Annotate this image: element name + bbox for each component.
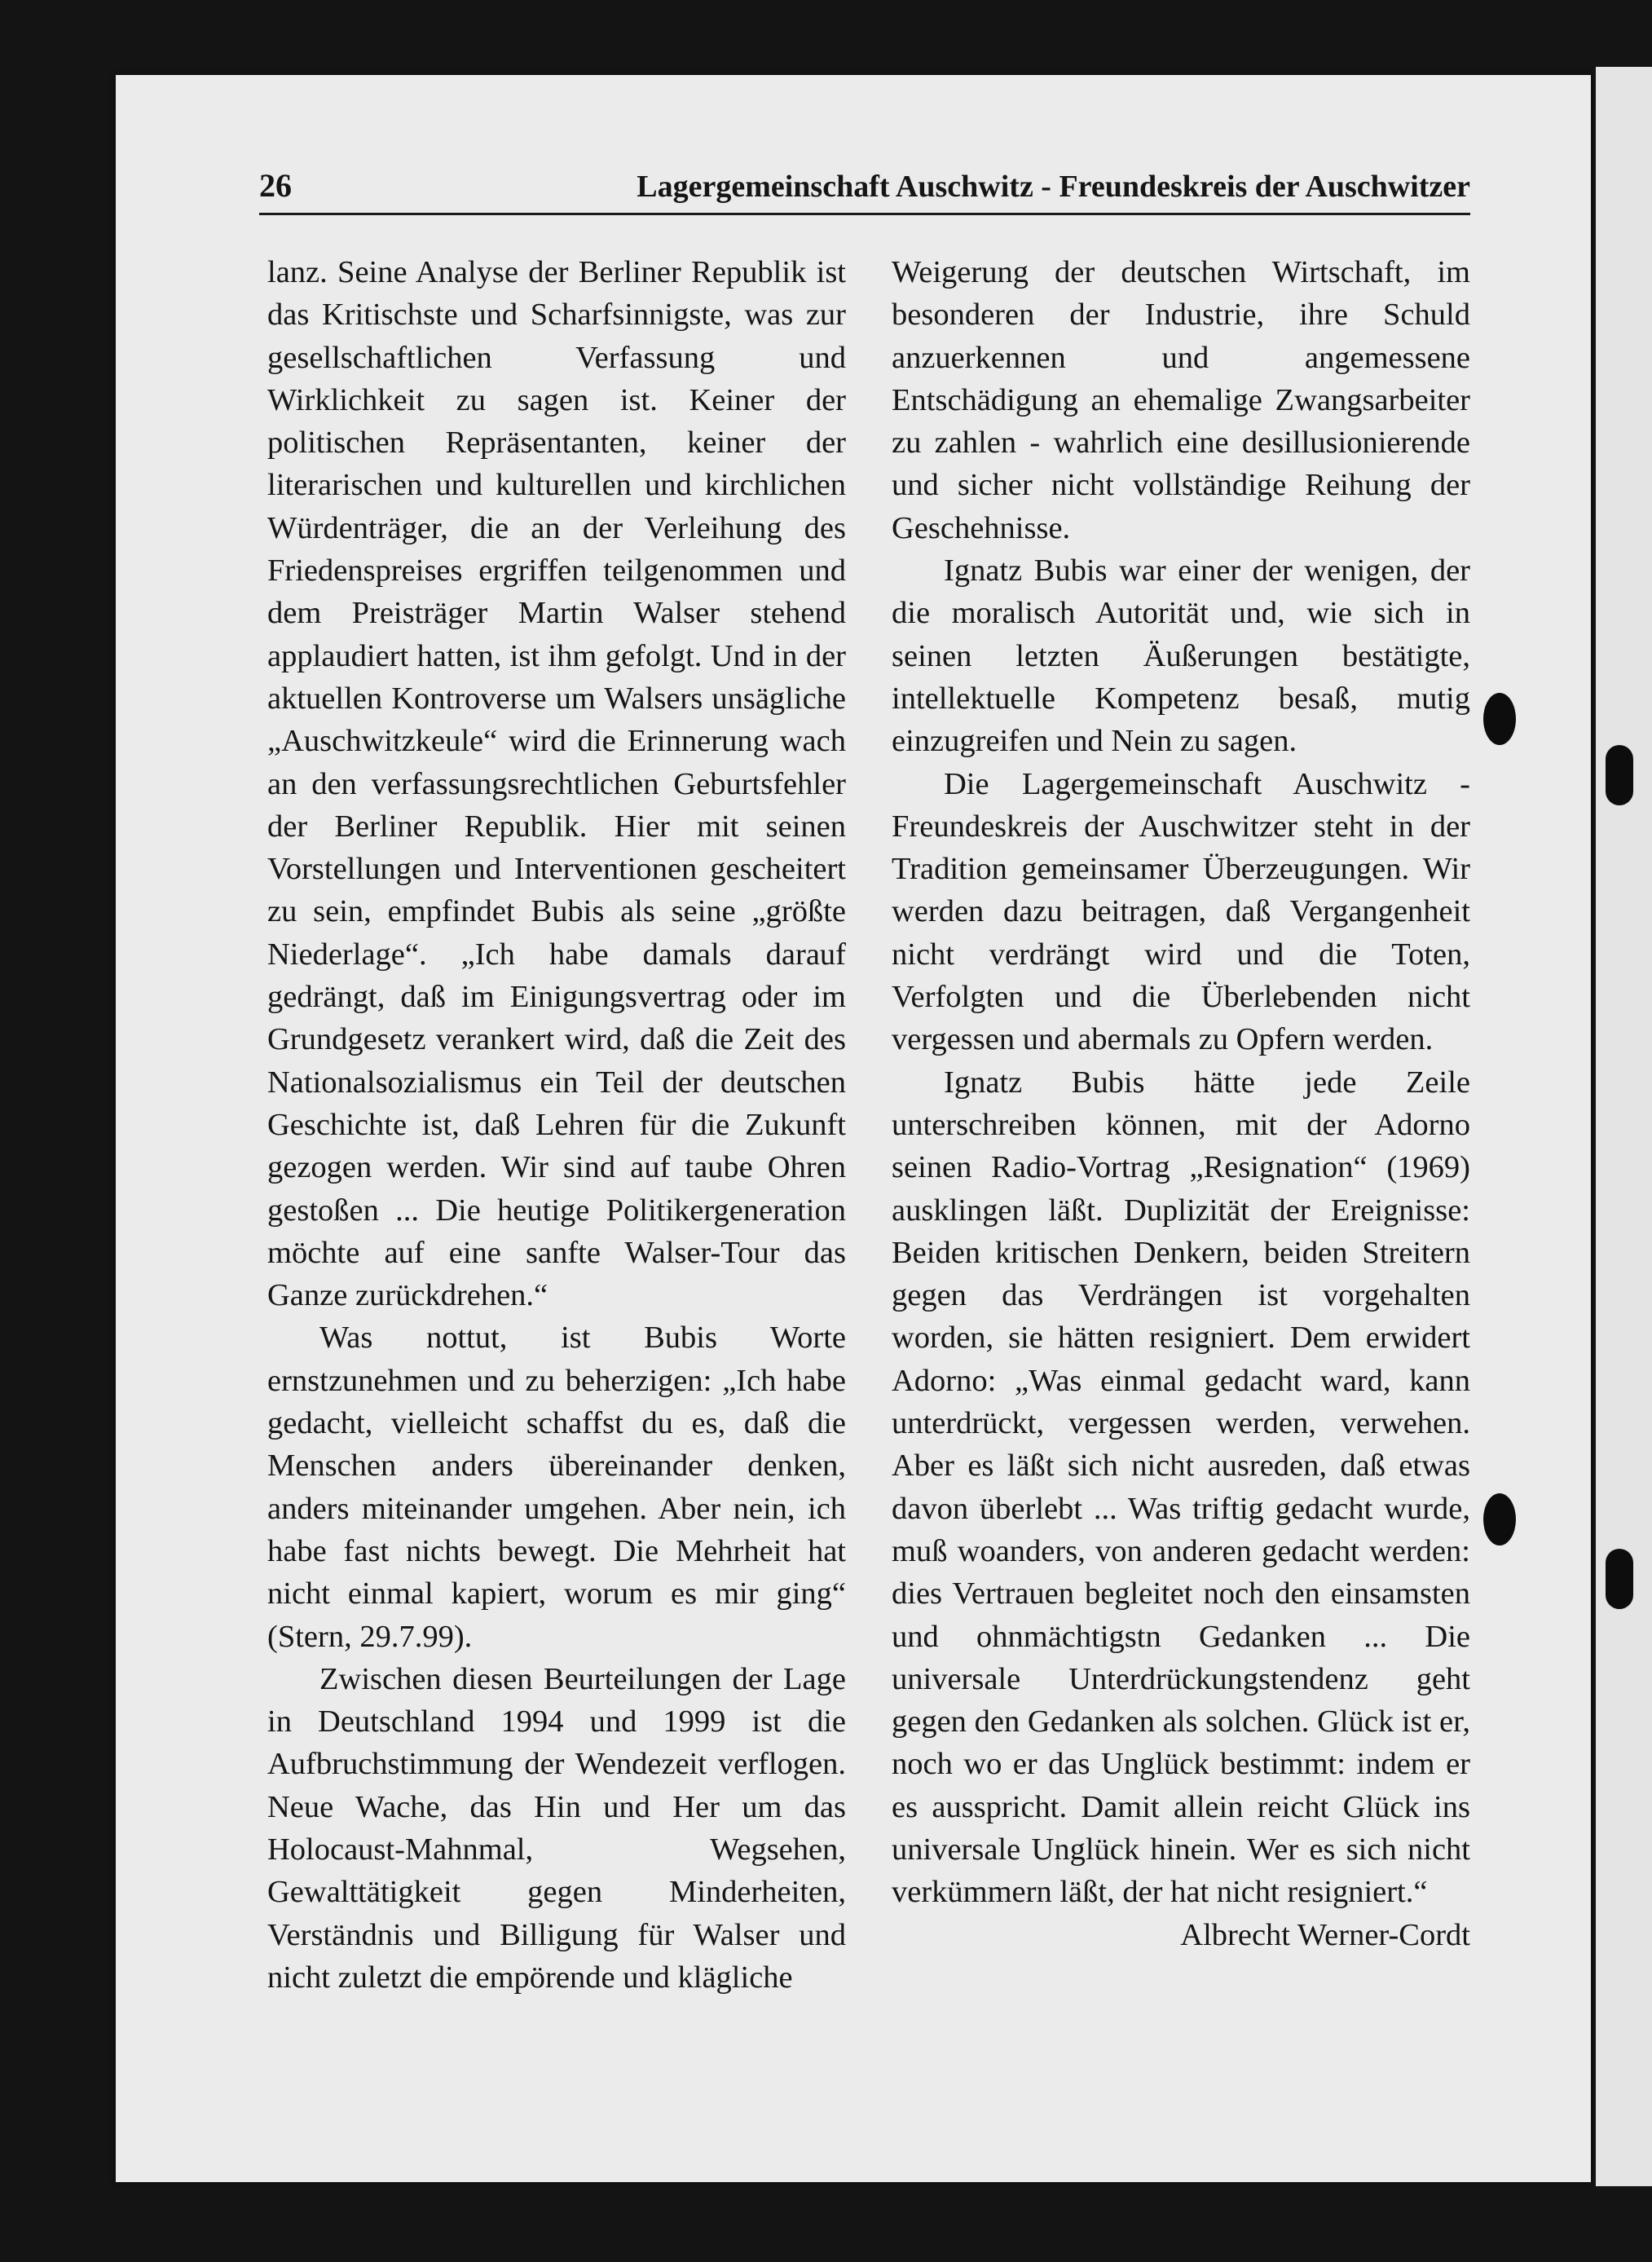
punch-hole-icon	[1483, 693, 1516, 745]
punch-hole-icon	[1483, 1493, 1516, 1545]
paragraph: Was nottut, ist Bubis Worte ernstzunehmen und zu beherzigen: „Ich habe gedacht, vielleicht schaffst du es, daß die Menschen anders übereinander denken, anders miteinander umgehen. Aber nein, ich habe fast nichts bewegt. Die Mehrheit hat nicht einmal kapiert, worum es mir ging“ (Stern, 29.7.99).	[267, 1321, 846, 1654]
left-text-column	[267, 251, 846, 1999]
punch-hole-icon	[1606, 745, 1633, 805]
page-number: 26	[259, 167, 292, 204]
running-title: Lagergemeinschaft Auschwitz - Freundeskreis der Auschwitzer	[637, 170, 1470, 204]
paragraph: Die Lagergemeinschaft Auschwitz - Freundeskreis der Auschwitzer steht in der Tradition gemeinsamer Überzeugungen. Wir werden dazu beitragen, daß Vergangenheit nicht verdrängt wird und die Toten, Verfolgten und die Überlebenden nicht vergessen und abermals zu Opfern werden.	[892, 766, 1470, 1057]
paragraph: Weigerung der deutschen Wirtschaft, im besonderen der Industrie, ihre Schuld anzuerkennen und angemessene Entschädigung an ehemalige Zwangsarbeiter zu zahlen - wahrlich eine desillusionierende und sicher nicht vollständige Reihung der Geschehnisse.	[892, 255, 1470, 545]
right-text-column	[892, 251, 1470, 1956]
punch-hole-icon	[1606, 1549, 1633, 1609]
author-signature: Albrecht Werner-Cordt	[1180, 1917, 1470, 1952]
paragraph: Ignatz Bubis war einer der wenigen, der die moralisch Autorität und, wie sich in seinen letzten Äußerungen bestätigte, intellektuelle Kompetenz besaß, mutig einzugreifen und Nein zu sagen.	[892, 553, 1470, 759]
page-header	[259, 167, 1470, 215]
adjacent-page-edge	[1596, 67, 1652, 2186]
paragraph: lanz. Seine Analyse der Berliner Republik ist das Kritischste und Scharfsinnigste, was zur gesellschaftlichen Verfassung und Wirklichkeit zu sagen ist. Keiner der politischen Repräsentanten, keiner der literarischen und kulturellen und kirchlichen Würdenträger, die an der Verleihung des Friedenspreises ergriffen teilgenommen und dem Preisträger Martin Walser stehend applaudiert hatten, ist ihm gefolgt. Und in der aktuellen Kontroverse um Walsers unsägliche „Auschwitzkeule“ wird die Erinnerung wach an den verfassungsrechtlichen Geburtsfehler der Berliner Republik. Hier mit seinen Vorstellungen und Interventionen gescheitert zu sein, empfindet Bubis als seine „größte Niederlage“. „Ich habe damals darauf gedrängt, daß im Einigungsvertrag oder im Grundgesetz verankert wird, daß die Zeit des Nationalsozialismus ein Teil der deutschen Geschichte ist, daß Lehren für die Zukunft gezogen werden. Wir sind auf taube Ohren gestoßen ... Die heutige Politikergeneration möchte auf eine sanfte Walser-Tour das Ganze zurückdrehen.“	[267, 255, 846, 1313]
paragraph: Ignatz Bubis hätte jede Zeile unterschreiben können, mit der Adorno seinen Radio-Vortrag „Resignation“ (1969) ausklingen läßt. Duplizität der Ereignisse: Beiden kritischen Denkern, beiden Streitern gegen das Verdrängen ist vorgehalten worden, sie hätten resigniert. Dem erwidert Adorno: „Was einmal gedacht ward, kann unterdrückt, vergessen werden, verwehen. Aber es läßt sich nicht ausreden, daß etwas davon überlebt ... Was triftig gedacht wurde, muß woanders, von anderen gedacht werden: dies Vertrauen begleitet noch den einsamsten und ohnmächtigstn Gedanken ... Die universale Unterdrückungstendenz geht gegen den Gedanken als solchen. Glück ist er, noch wo er das Unglück bestimmt: indem er es ausspricht. Damit allein reicht Glück ins universale Unglück hinein. Wer es sich nicht verkümmern läßt, der hat nicht resigniert.“	[892, 1065, 1470, 1910]
paragraph: Zwischen diesen Beurteilungen der Lage in Deutschland 1994 und 1999 ist die Aufbruchstimmung der Wendezeit verflogen. Neue Wache, das Hin und Her um das Holocaust-Mahnmal, Wegsehen, Gewalttätigkeit gegen Minderheiten, Verständnis und Billigung für Walser und nicht zuletzt die empörende und klägliche	[267, 1661, 846, 1995]
